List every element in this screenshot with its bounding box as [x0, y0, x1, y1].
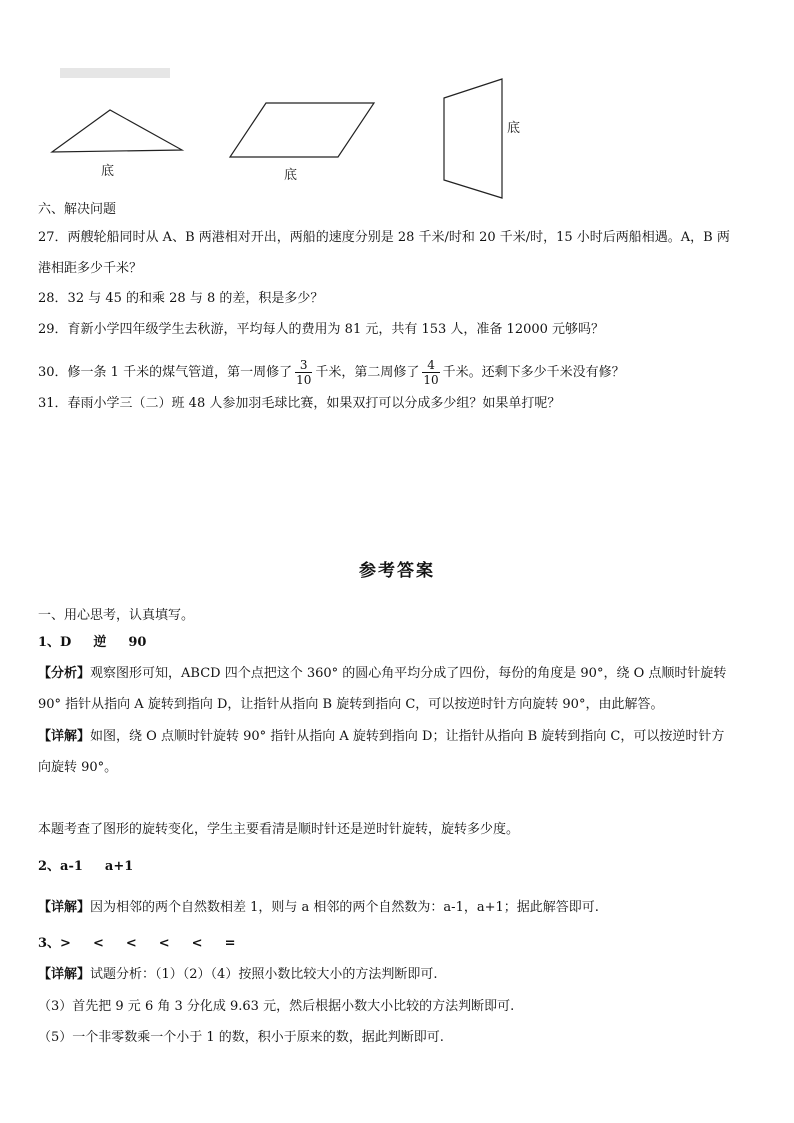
trapezoid-base-label: 底	[507, 121, 521, 136]
answer-1-analysis-line1	[38, 664, 726, 684]
answer-3-value-5: =	[224, 936, 236, 951]
question-28: 28．32 与 45 的和乘 28 与 8 的差，积是多少？	[38, 291, 324, 306]
answer-1-value-2: 90	[128, 635, 147, 650]
answer-2	[38, 857, 133, 877]
question-31: 31．春雨小学三（二）班 48 人参加羽毛球比赛，如果双打可以分成多少组？如果单打呢？	[38, 396, 561, 411]
geometry-figures	[0, 0, 794, 200]
fraction-numerator: 4	[422, 358, 439, 373]
section6-title: 六、解决问题	[38, 202, 117, 217]
analysis-text: 观察图形可知，ABCD 四个点把这个 360° 的圆心角平均分成了四份，每份的角度是 90°，绕 O 点顺时针旋转	[90, 666, 727, 681]
question-29: 29．育新小学四年级学生去秋游，平均每人的费用为 81 元，共有 153 人，准备 12000 元够吗？	[38, 322, 605, 337]
question-30-part1: 30．修一条 1 千米的煤气管道，第一周修了	[38, 365, 293, 380]
answer-3-value-1: <	[92, 936, 104, 951]
answer-1-detail-line2: 向旋转 90°。	[38, 760, 118, 775]
triangle-base-label: 底	[101, 164, 115, 179]
cropped-text-remnant	[60, 68, 170, 78]
answers-section1-title: 一、用心思考，认真填写。	[38, 608, 195, 623]
answer-1-number: 1、D	[38, 635, 72, 650]
detail-tag: 【详解】	[38, 729, 91, 744]
answer-1-detail-line1	[38, 727, 724, 747]
answer-2-number: 2、a-1	[38, 859, 83, 874]
answer-1-summary: 本题考查了图形的旋转变化，学生主要看清是顺时针还是逆时针旋转，旋转多少度。	[38, 822, 520, 837]
fraction-denominator: 10	[423, 373, 439, 387]
answer-3-value-4: <	[191, 936, 203, 951]
answer-1	[38, 633, 146, 653]
detail-text: 因为相邻的两个自然数相差 1，则与 a 相邻的两个自然数为：a-1，a+1；据此解答即可.	[90, 900, 599, 915]
question-30	[38, 358, 625, 387]
answer-3-detail-line3: （5）一个非零数乘一个小于 1 的数，积小于原来的数，据此判断即可.	[38, 1030, 444, 1045]
fraction-denominator: 10	[296, 373, 312, 387]
detail-tag: 【详解】	[38, 967, 91, 982]
question-30-part3: 千米。还剩下多少千米没有修？	[442, 365, 625, 380]
answer-3-detail-line1	[38, 965, 437, 985]
answer-3-value-3: <	[158, 936, 170, 951]
analysis-tag: 【分析】	[38, 666, 91, 681]
fraction-numerator: 3	[295, 358, 312, 373]
triangle-figure	[52, 110, 182, 152]
detail-text: 如图，绕 O 点顺时针旋转 90° 指针从指向 A 旋转到指向 D；让指针从指向 B 旋转到指向 C，可以按逆时针方	[90, 729, 725, 744]
question-27-line1: 27．两艘轮船同时从 A、B 两港相对开出，两船的速度分别是 28 千米/时和 20 千米/时，15 小时后两船相遇。A，B 两	[38, 230, 730, 245]
answer-3-detail-line2: （3）首先把 9 元 6 角 3 分化成 9.63 元，然后根据小数大小比较的方法判断即可.	[38, 999, 515, 1014]
question-27-line2: 港相距多少千米？	[38, 261, 143, 276]
trapezoid-figure	[444, 79, 502, 198]
answer-2-value-1: a+1	[104, 859, 134, 874]
answer-3	[38, 934, 235, 954]
answer-1-analysis-line2: 90° 指针从指向 A 旋转到指向 D，让指针从指向 B 旋转到指向 C，可以按逆时针方向旋转 90°，由此解答。	[38, 697, 664, 712]
answer-1-value-1: 逆	[93, 635, 107, 650]
parallelogram-figure	[230, 103, 374, 157]
fraction-3-10	[295, 358, 312, 387]
parallelogram-base-label: 底	[284, 168, 298, 183]
answer-2-detail	[38, 898, 599, 918]
question-30-part2: 千米，第二周修了	[315, 365, 420, 380]
answer-3-number: 3、>	[38, 936, 71, 951]
answer-key-title: 参考答案	[359, 561, 435, 581]
detail-text: 试题分析：（1）（2）（4）按照小数比较大小的方法判断即可.	[90, 967, 438, 982]
answer-3-value-2: <	[125, 936, 137, 951]
detail-tag: 【详解】	[38, 900, 91, 915]
fraction-4-10	[422, 358, 439, 387]
